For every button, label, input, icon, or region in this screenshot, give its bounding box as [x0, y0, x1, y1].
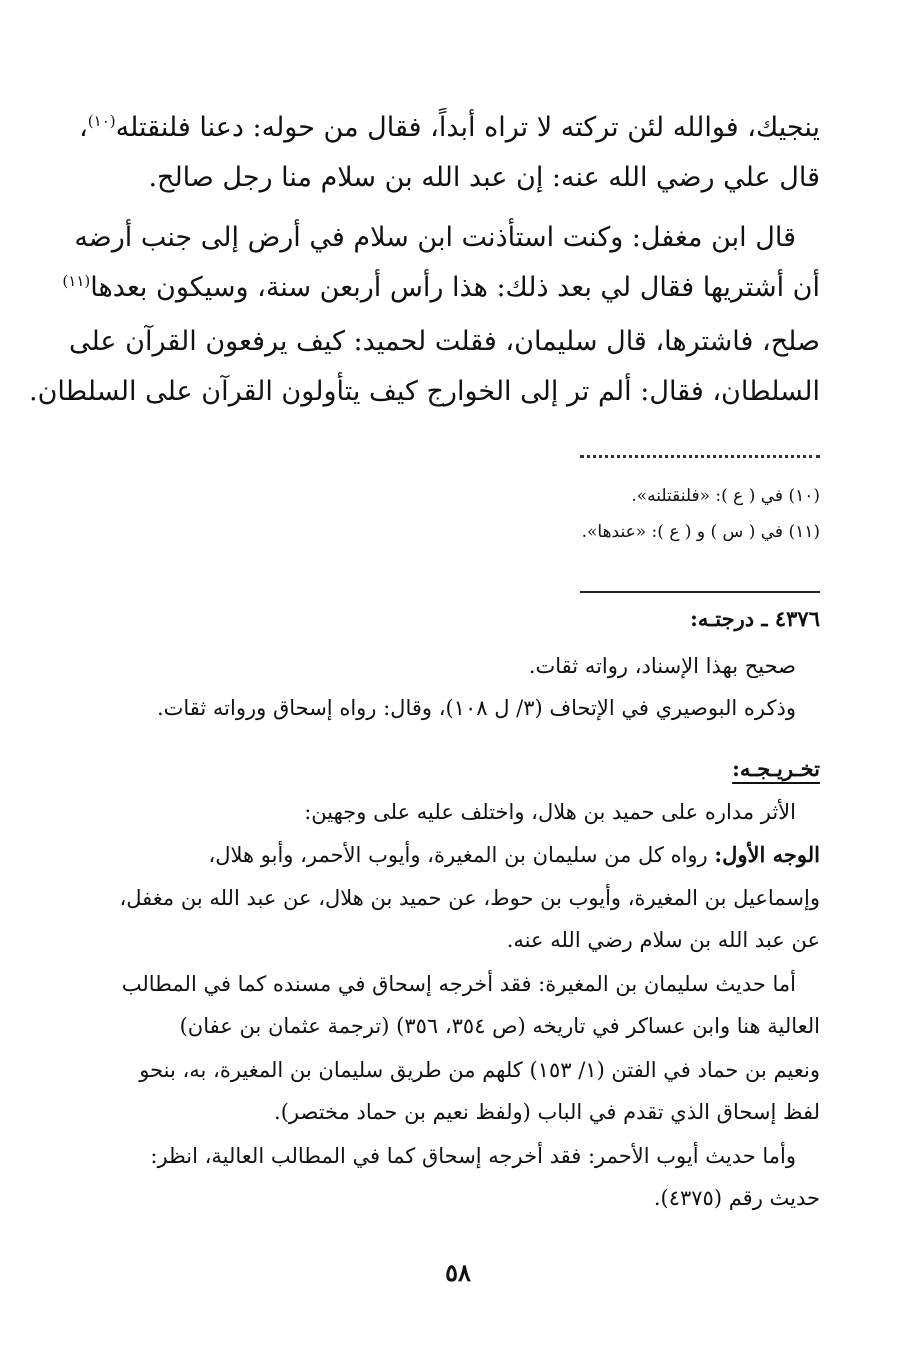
main-text-line-1: ينجيك، فوالله لئن تركته لا تراه أبداً، فقال من حوله: دعنا فلنقتله$^{(١٠)}$،: [79, 112, 820, 143]
footnote-11: (١١) في ( س ) و ( ع ): «عندها».: [581, 522, 820, 542]
takhrij-line-7: ونعيم بن حماد في الفتن (١/ ١٥٣) كلهم من طريق سليمان بن المغيرة، به، بنحو: [139, 1058, 820, 1082]
takhrij-line-10: حديث رقم (٤٣٧٥).: [653, 1186, 820, 1210]
first-aspect-label: الوجه الأول:: [714, 842, 820, 867]
takhrij-heading: تخـريـجـه:: [732, 756, 820, 781]
takhrij-line-5: أما حديث سليمان بن المغيرة: فقد أخرجه إسحاق في مسنده كما في المطالب: [121, 972, 796, 996]
main-text-line-6: السلطان، فقال: ألم تر إلى الخوارج كيف يتأولون القرآن على السلطان.: [28, 376, 820, 407]
main-text-line-2: قال علي رضي الله عنه: إن عبد الله بن سلام منا رجل صالح.: [148, 162, 820, 193]
footnote-10: (١٠) في ( ع ): «فلنقتلنه».: [631, 486, 820, 506]
takhrij-line-8: لفظ إسحاق الذي تقدم في الباب (ولفظ نعيم بن حماد مختصر).: [274, 1100, 820, 1124]
footnote-ref-10[interactable]: (١٠): [87, 112, 116, 130]
takhrij-line-9: وأما حديث أيوب الأحمر: فقد أخرجه إسحاق كما في المطالب العالية، انظر:: [150, 1144, 796, 1168]
main-text-line-4: أن أشتريها فقال لي بعد ذلك: هذا رأس أربعن سنة، وسيكون بعدها$^{(١١)}$: [62, 272, 820, 303]
footnote-ref-11[interactable]: (١١): [62, 272, 91, 290]
takhrij-line-1: الأثر مداره على حميد بن هلال، واختلف عليه على وجهين:: [304, 800, 796, 824]
main-text-line-3: قال ابن مغفل: وكنت استأذنت ابن سلام في أرض إلى جنب أرضه: [74, 222, 796, 253]
takhrij-line-4: عن عبد الله بن سلام رضي الله عنه.: [506, 928, 820, 952]
takhrij-line-2: الوجه الأول: رواه كل من سليمان بن المغيرة، وأيوب الأحمر، وأبو هلال،: [208, 842, 820, 867]
takhrij-line-6: العالية هنا وابن عساكر في تاريخه (ص ٣٥٤، ٣٥٦) (ترجمة عثمان بن عفان): [179, 1014, 820, 1038]
grade-line-1: صحيح بهذا الإسناد، رواته ثقات.: [528, 654, 796, 678]
grade-heading: ٤٣٧٦ ـ درجتـه:: [690, 606, 820, 631]
grade-line-2: وذكره البوصيري في الإتحاف (٣/ ل ١٠٨)، وقال: رواه إسحاق ورواته ثقات.: [156, 696, 796, 720]
section-divider: [580, 591, 820, 593]
footnote-separator: [580, 455, 820, 458]
takhrij-line-3: وإسماعيل بن المغيرة، وأيوب بن حوط، عن حميد بن هلال، عن عبد الله بن مغفل،: [119, 886, 820, 910]
page-number: ٥٨: [445, 1258, 471, 1287]
main-text-line-5: صلح، فاشترها، قال سليمان، فقلت لحميد: كيف يرفعون القرآن على: [68, 326, 820, 357]
